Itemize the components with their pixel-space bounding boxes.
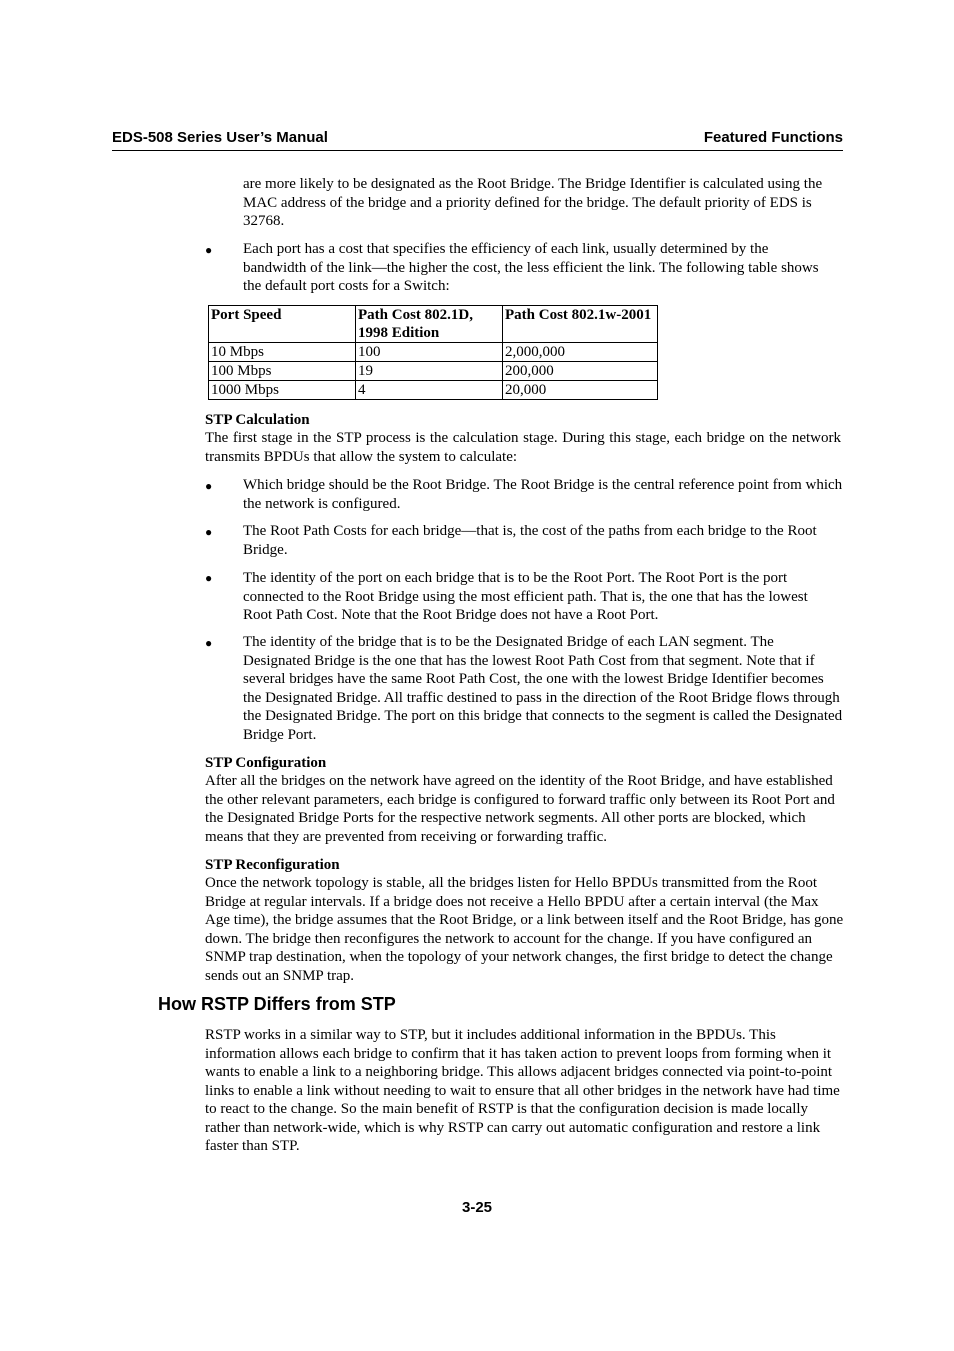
page-number: 3-25 (461, 1199, 493, 1216)
calc-bullet-text: Which bridge should be the Root Bridge. The Root Bridge is the central reference point from which the network is configured. (243, 477, 843, 512)
table-header-cell: Port Speed (209, 306, 356, 343)
intro-continued-paragraph: are more likely to be designated as the Root Bridge. The Bridge Identifier is calculated using the MAC address of the bridge and a priority defined for the bridge. The default priority of EDS is 32768. (243, 176, 823, 229)
port-cost-table (208, 305, 658, 400)
stp-configuration-heading: STP Configuration (205, 755, 327, 771)
manual-title: EDS-508 Series User’s Manual (112, 129, 328, 146)
calc-bullet-text: The Root Path Costs for each bridge—that is, the cost of the paths from each bridge to the Root Bridge. (243, 523, 817, 558)
table-cell: 1000 Mbps (209, 381, 356, 400)
table-cell: 20,000 (503, 381, 658, 400)
calc-bullet-text: The identity of the bridge that is to be the Designated Bridge of each LAN segment. The Designated Bridge is the one that has the lowest Root Path Cost from that segment. Note that if several bridges have the same Root Path Cost, the one with the lowest Bridge Identifier becomes the Designated Bridge. All traffic destined to pass in the direction of the Root Bridge flows through the Designated Bridge. The port on this bridge that connects to the segment is called the Designated Bridge Port. (243, 634, 843, 743)
table-row (209, 381, 658, 400)
table-row (209, 343, 658, 362)
table-cell: 2,000,000 (503, 343, 658, 362)
table-header-row (209, 306, 658, 343)
page-header (112, 129, 843, 151)
rstp-section-body: RSTP works in a similar way to STP, but it includes additional information in the BPDUs. This information allows each bridge to confirm that it has taken action to prevent loops from forming when it wants to enable a link to a neighboring bridge. This allows adjacent bridges connected via point-to-point links to enable a link without needing to wait to ensure that all other bridges in the network have had time to react to the change. So the main benefit of RSTP is that the configuration decision is made locally rather than network-wide, which is why RSTP can carry out automatic configuration and restore a link faster than STP. (205, 1027, 840, 1154)
rstp-section-heading: How RSTP Differs from STP (158, 994, 396, 1014)
chapter-title: Featured Functions (703, 129, 843, 146)
table-cell: 100 (356, 343, 503, 362)
stp-reconfiguration-body: Once the network topology is stable, all the bridges listen for Hello BPDUs transmitted from the Root Bridge at regular intervals. If a bridge does not receive a Hello BPDU after a certain interval (the Max Age time), the bridge assumes that the Root Bridge, or a link between itself and the Root Bridge, has gone down. The bridge then reconfigures the network to account for the change. If you have configured an SNMP trap destination, when the topology of your network changes, the first bridge to detect the change sends out an SNMP trap. (205, 875, 844, 984)
stp-calculation-body: The first stage in the STP process is the calculation stage. During this stage, each bridge on the network transmits BPDUs that allow the system to calculate: (205, 430, 841, 465)
bullet-icon: ● (205, 243, 213, 257)
table-header-cell: Path Cost 802.1D, 1998 Edition (356, 306, 503, 343)
table-cell: 10 Mbps (209, 343, 356, 362)
bullet-icon: ● (205, 525, 213, 539)
stp-configuration-body: After all the bridges on the network have agreed on the identity of the Root Bridge, and have established the other relevant parameters, each bridge is configured to forward traffic only between its Root Port and the Designated Bridge Ports for the respective network segments. All other ports are blocked, which means that they are prevented from receiving or forwarding traffic. (205, 773, 835, 845)
table-cell: 100 Mbps (209, 362, 356, 381)
stp-calculation-heading: STP Calculation (205, 412, 310, 428)
stp-reconfiguration-heading: STP Reconfiguration (205, 857, 340, 873)
bullet-icon: ● (205, 479, 213, 493)
calc-bullet-text: The identity of the port on each bridge that is to be the Root Port. The Root Port is the port connected to the Root Bridge using the most efficient path. That is, the one that has the lowest Root Path Cost. Note that the Root Bridge does not have a Root Port. (243, 570, 808, 623)
bullet-icon: ● (205, 571, 213, 585)
table-cell: 200,000 (503, 362, 658, 381)
bullet-icon: ● (205, 636, 213, 650)
table-cell: 19 (356, 362, 503, 381)
table-row (209, 362, 658, 381)
table-cell: 4 (356, 381, 503, 400)
table-header-cell: Path Cost 802.1w-2001 (503, 306, 658, 343)
port-cost-bullet-text: Each port has a cost that specifies the efficiency of each link, usually determined by the bandwidth of the link—the higher the cost, the less efficient the link. The following table shows the default port costs for a Switch: (243, 241, 819, 294)
